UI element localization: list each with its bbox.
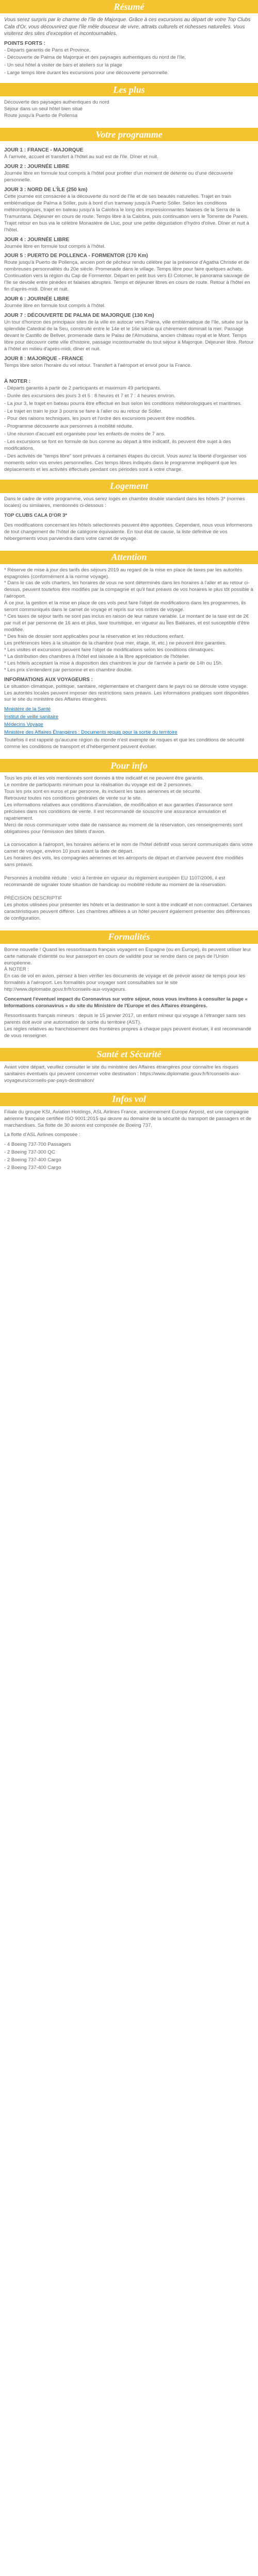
day-7-text: Un tour d'horizon des principaux sites de la ville en autocar vers Palma, ville emblématique de l'île, située sur la splendide Catedral de la Seu, construite entre le 14e et le 16e siècle qui chèrement dominait la mer. Passage devant le Castillo de Bellver, promenade dans le Palau de l'Almudaina, ancien château royal et le Mont. Temps libre pour découvrir cette ville d'histoire, passage incontournable du tout séjour à Majorque. Déjeuner libre. Retour à l'hôtel en milieu d'après-midi, dîner et nuit. <box>4 319 254 352</box>
note-9: - Des activités de "temps libre" sont prévues à certaines étapes du circuit. Vous aurez la liberté d'organiser vos moments selon vos envies personnelles. Ces temps libres indiqués dans le programme impliquent que les déplacements et les activités éffectués pendant ces périodes sont à votre charge. <box>4 453 247 472</box>
point-4: - Large temps libre durant les excursions pour une découverte personnelle. <box>4 70 169 76</box>
note-8: - Les excursions se font en formule de bus comme au départ à titre indicatif, ils peuvent être sujet à des modifications. <box>4 439 231 452</box>
pourinfo-section <box>0 772 258 930</box>
plus-section <box>0 96 258 128</box>
resume-section <box>0 13 258 83</box>
day-2-title: JOUR 2 : JOURNÉE LIBRE <box>4 164 70 170</box>
page <box>0 0 258 1178</box>
day-1-title: JOUR 1 : FRANCE - MAJORQUE <box>4 147 84 154</box>
note-6: - Programme découverte aux personnes à mobilité réduite. <box>4 423 134 430</box>
logement-section <box>0 493 258 551</box>
attention-section-title: Attention <box>0 551 258 564</box>
infosvol-text: Filiale du groupe KSI, Aviation Holdings, ASL Airlines France, anciennement Europe Airpost, est une compagnie aérienne française certifiée ISO 9001:2015 qui œuvre au domaine de la sécurité du transport de passagers et de marchandises. Sa flotte de 30 avions est composée de Boeing 737. <box>4 1109 251 1128</box>
sante-text: Avant votre départ, veuillez consulter le site du ministère des Affaires étrangères pour connaître les risques sanitaires éventuels qui peuvent concerner votre destination : https://www.diplomatie.gouv.fr/fr/conseils-aux-voyageurs/conseils-par-pays-destination/ <box>4 1064 240 1083</box>
resume-section-title: Résumé <box>0 0 258 13</box>
day-7-title: JOUR 7 : DÉCOUVERTE DE PALMA DE MAJORQUE (130 Km) <box>4 313 154 319</box>
day-5-title: JOUR 5 : PUERTO DE POLLENCA - FORMENTOR (170 Km) <box>4 253 148 259</box>
day-5-text: Route jusqu'à Puerto de Pollença, ancien port de pêcheur rendu célèbre par la présence d'Agatha Christie et de nombreuses personnalités du 20e siècle. Promenade dans le village. Temps libre pour faire quelques achats. Continuation vers la région du Cap de Formentor. Départ en petit bus vers El Colomer, le panorama sauvage de l'île se devoile entre pinèdes et falaises abruptes. Temps et déjeuner libres en cours de route. Retour à l'hôtel en fin d'après-midi. Dîner et nuit. <box>4 260 250 293</box>
day-8-title: JOUR 8 : MAJORQUE - FRANCE <box>4 355 84 362</box>
resume-lead: Vous serez surpris par le charme de l'île de Majorque. Grâce à ces excursions au départ de votre Top Clubs Cala d'Or, vous découvrirez que l'île mêle douceur de vivre, attraits culturels et richesses naturelles. Vous visiterez des sites d'exception et incontournables. <box>4 17 251 37</box>
day-3-title: JOUR 3 : NORD DE L'ÎLE (250 km) <box>4 187 88 193</box>
formalites-section-title: Formalités <box>0 930 258 944</box>
plus-text: Découverte des paysages authentiques du nord Séjour dans un seul hôtel bien situé Route jusqu'à Puerto de Pollensa <box>4 99 109 119</box>
fleet-label: La flotte d'ASL Airlines composée : <box>4 1132 80 1138</box>
formalites-coronavirus: Concernant l'éventuel impact du Coronavirus sur votre séjour, nous vous invitons à consulter la page « Informations coronavirus » du site du Ministère de l'Europe et des Affaires étrangères. <box>4 996 248 1009</box>
logement-text-2: Des modifications concernant les hôtels sélectionnés peuvent être apportées. Cependant, nous vous informerons de tout changement de l'hôtel de catégorie équivalente. En tout état de cause, la liste définitive de vos hébergements vous parviendra dans votre carnet de voyage. <box>4 522 253 541</box>
day-8-text: Temps libre selon l'horaire du vol retour. Transfert à l'aéroport et envol pour la France. <box>4 362 192 368</box>
note-5: - Pour des raisons techniques, les jours et l'ordre des excursions peuvent être modifiés. <box>4 416 196 422</box>
programme-section <box>0 141 258 480</box>
programme-section-title: Votre programme <box>0 128 258 141</box>
infosvol-section-title: Infos vol <box>0 1093 258 1106</box>
note-2: - Durée des excursions des jours 3 et 5 : 8 heures et 7 et 7 : 4 heures environ. <box>4 393 175 399</box>
pourinfo-text: Tous les prix et les vols mentionnés sont donnés à titre indicatif et ne peuvent être garantis. Le nombre de participants minimum pour la réalisation du voyage est de 2 personnes. Tous les prix sont en euros et par personne, ils incluent les taxes aériennes et de sécurité. Retrouvez toutes nos conditions générales de vente sur le site. Les informations relatives aux conditions d'annulation, de modification et aux garanties d'assurance sont précisées dans nos conditions de vente. Il est recommandé de souscrire une assurance annulation et rapatriement. Merci de nous communiquer votre date de naissance au moment de la réservation, ces renseignements sont obligatoires pour l'émission des billets d'avion. La convocation à l'aéroport, les horaires aériens et le nom de l'hôtel définitif vous seront communiqués dans votre carnet de voyage, environ 10 jours avant la date de départ. Les horaires des vols, les compagnies aériennes et les aéroports de départ et d'arrivée peuvent être modifiés sans préavis. Personnes à mobilité réduite : voici à l'entrée en vigueur du règlement européen EU 1107/2006, il est recommandé de signaler toute situation de handicap ou mobilité réduite au moment de la réservation. PRÉCISION DESCRIPTIF Les photos utilisées pour présenter les hôtels et la destination le sont à titre indicatif et non contractuel. Certaines caractéristiques peuvent différer. Les chambres affiliées à un hôtel peuvent également présenter des différences de configuration. <box>4 775 253 921</box>
day-4-title: JOUR 4 : JOURNÉE LIBRE <box>4 236 70 243</box>
logement-text: Dans le cadre de votre programme, vous serez logés en chambre double standard dans les hôtels 3* (normes locales) ou similaires, mentionnés ci-dessous : <box>4 496 245 509</box>
plus-section-title: Les plus <box>0 83 258 96</box>
sante-section-title: Santé et Sécurité <box>0 1048 258 1061</box>
link-veille-sanitaire[interactable]: Institut de veille sanitaire <box>4 714 59 720</box>
point-1: - Départs garantis de Paris et Province, <box>4 47 91 53</box>
note-3: - La jour 3, le trajet en bateau pourra être effectué en bus selon les conditions météorologiques et maritimes. <box>4 400 242 406</box>
logement-section-title: Logement <box>0 480 258 493</box>
a-noter-label: À NOTER : <box>4 378 31 384</box>
infos-voyageurs-text: Le situation climatique, politique, sanitaire, réglementaire et changent dans le pays où se déroule votre voyage. Les autorités locales peuvent imposer des restrictions sans préavis. Les informations pratiques sont disponibles sur le site du ministère des Affaires étrangères. <box>4 683 249 703</box>
day-3-text: Cette journée est consacrée à la découverte du nord de l'île et de ses beautés naturelles. Trajet en train emblématique de Palma à Sóller, puis à bord d'un tramway jusqu'à Puerto Sóller. Selon les conditions météorologiques, trajet en bateau jusqu'à la Calobra le long des impressionnantes falaises de la Serra de la Tramuntana. Déjeuner en cours de route. Temps libre à la Calobra, puis continuation vers le Torrente de Pareis. Trajet retour en bus via le célèbre Monastère de Lluc, pour une petite dégustation d'hydro d'olive. Dîner et nuit à l'hôtel. <box>4 193 249 233</box>
logement-club: TOP CLUBS CALA D'OR 3* <box>4 512 68 518</box>
formalites-section <box>0 944 258 1048</box>
infos-voyageurs-text-2: Toutefois il est rappelé qu'aucune région du monde n'est exempte de risques et que les conditions de sécurité comme les conditions de transport et d'hébergement peuvent évoluer. <box>4 737 245 750</box>
attention-section <box>0 564 258 759</box>
infos-voyageurs-title: INFORMATIONS AUX VOYAGEURS : <box>4 676 93 683</box>
day-6-text: Journée libre en formule tout compris à l'hôtel. <box>4 303 106 309</box>
attention-text: * Réserve de mise à jour des tarifs des séjours 2019 au regard de la mise en place de taxes par les autorités espagnoles (conformément à la norme voyage). * Dans le cas de vols charters, les horaires de vous ne sont déterminés dans les horaires à l'aller et au retour ci-dessus, peuvent toutefois être modifiés par la compagnie et qu'il faut préavis de vos horaires le plus tôt possible à l'aéroport. À ce jour, la gestion et la mise en place de ces vols peut faire l'objet de modifications dans les programmes, ils seront communiqués dans le carnet de voyage et repris sur vos ordres de voyage. * Ces taxes de séjour tarifs ne sont pas inclus en raison de leur nature variable. Le montant de la taxe est de 2€ par nuit et par personne de 16 ans et plus, taxe touristique, en vigueur au Îles Baléares, et est susceptible d'être modifiée. * Des frais de dossier sont applicables pour la réservation et les réductions enfant. Les préférences liées à la situation de la chambre (vue mer, étage, lit, etc.) ne peuvent être garanties. * Les visites et excursions peuvent faire l'objet de modifications selon les conditions climatiques. * La distribution des chambres à l'hôtel est laissée à la libre appréciation de l'hôtelier. * Les hôtels acceptant la mise à disposition des chambres le jour de l'arrivée à partir de 14h ou 15h. * Les prix s'entendent par personne et en chambre double. <box>4 567 253 673</box>
infosvol-section <box>0 1106 258 1178</box>
point-2: - Découverte de Palma de Majorque et des paysages authentiques du nord de l'île, <box>4 55 186 61</box>
link-affaires-etrangeres[interactable]: Ministère des Affaires Étrangères : Documents requis pour la sortie du territoire <box>4 730 178 736</box>
fleet-item: - 2 Boeing 737-400 Cargo <box>4 1165 61 1171</box>
day-2-text: Journée libre en formule tout compris à l'hôtel pour profiter d'un moment de détente ou d'une découverte personnelle. <box>4 171 233 183</box>
day-1-text: À l'arrivée, accueil et transfert à l'hôtel au sud est de l'île. Dîner et nuit. <box>4 154 158 160</box>
fleet-item: - 2 Boeing 737-400 Cargo <box>4 1157 61 1163</box>
sante-section <box>0 1061 258 1093</box>
note-1: - Départs garantis à partir de 2 participants et maximum 49 participants. <box>4 385 162 391</box>
fleet-item: - 2 Boeing 737-300 QC <box>4 1149 55 1156</box>
note-7: - Une réunion d'accueil est organisée pour les enfants de moins de 7 ans. <box>4 431 166 437</box>
points-forts-label: POINTS FORTS : <box>4 40 45 46</box>
formalites-text-3: Ressortissants français mineurs : depuis le 15 janvier 2017, un enfant mineur qui voyage à l'étranger sans ses parents doit avoir une autorisation de sortie du territoire (AST). Les règles relatives au franchissement des frontières propres à chaque pays peuvent évoluer, il est recommandé de vous renseigner. <box>4 1013 251 1039</box>
link-medecins-voyage[interactable]: Médecins Voyage <box>4 722 43 728</box>
fleet-item: - 4 Boeing 737-700 Passagers <box>4 1142 71 1148</box>
point-3: - Un seul hôtel à visiter de bars et ateliers sur la plage <box>4 62 122 69</box>
link-ministere-sante[interactable]: Ministère de la Santé <box>4 706 51 713</box>
note-4: - Le trajet en train le jour 3 pourra se faire à l'aller ou au retour de Sóller. <box>4 408 163 414</box>
day-4-text: Journée libre en formule tout compris à l'hôtel. <box>4 243 106 249</box>
pourinfo-section-title: Pour info <box>0 759 258 772</box>
formalites-text: Bonne nouvelle ! Quand les ressortissants français voyagent en Espagne (ou en Europe), ils peuvent utiliser leur carte nationale d'identité ou leur passeport en cours de validité pour se rendre dans ce pays de l'Union européenne. À NOTER : En cas de vol en avion, pensez à bien vérifier les documents de voyage et de prévoir assez de temps pour les formalités à l'aéroport. Les formalités pour voyager sont consultables sur le site http://www.diplomatie.gouv.fr/fr/conseils-aux-voyageurs. <box>4 946 251 993</box>
day-6-title: JOUR 6 : JOURNÉE LIBRE <box>4 296 70 302</box>
